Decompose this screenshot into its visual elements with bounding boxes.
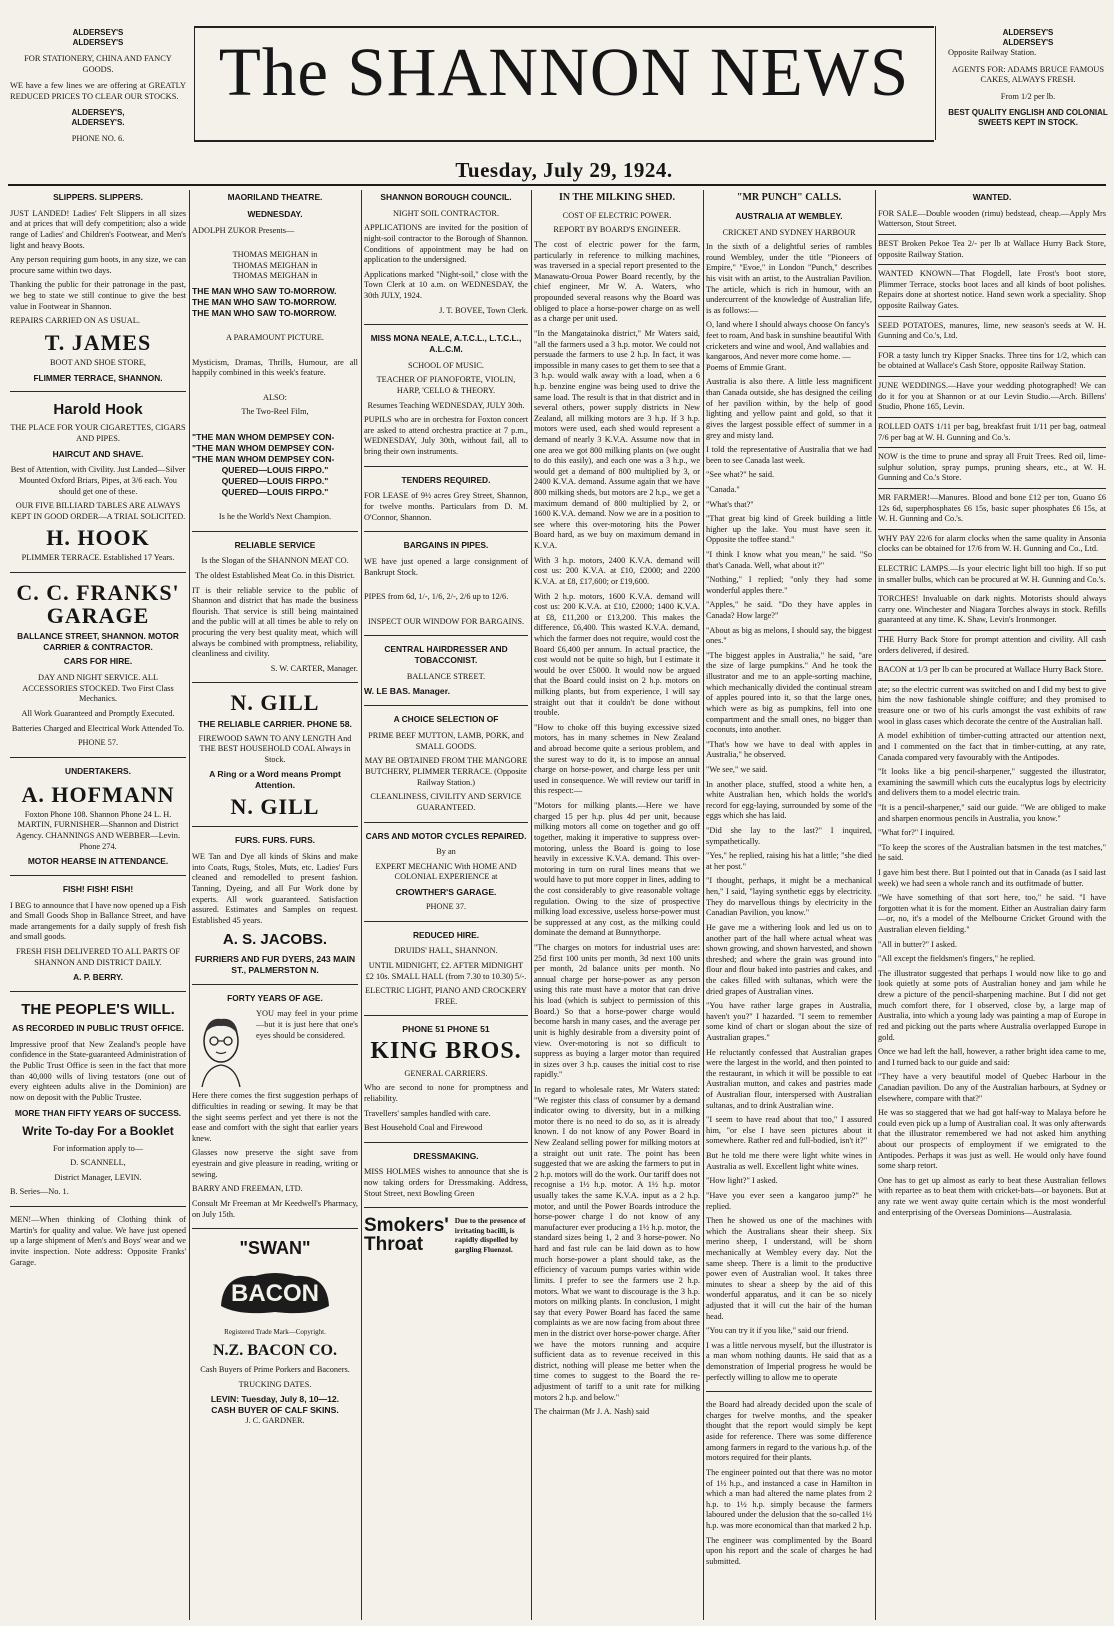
divider — [10, 875, 186, 876]
article-paragraph: "How to choke off this buying excessive sized motors, has in many schemes in New Zealand and abroad become quite a serious problem, and the surest way to do it, is to impose an annual charge on horse-power, and charge less per unit used in consequence. We will review our tariff in this respect:— — [534, 722, 700, 796]
advert-text: FIREWOOD SAWN TO ANY LENGTH And THE BEST HOUSEHOLD COAL Always in Stock. — [198, 733, 352, 764]
advert-heading: MOTOR HEARSE IN ATTENDANCE. — [27, 856, 169, 867]
advert-text: DRUIDS' HALL, SHANNON. — [394, 946, 498, 956]
advert-text: CLEANLINESS, CIVILITY AND SERVICE GUARANTEED. — [370, 792, 522, 812]
article-paragraph: In another place, stuffed, stood a white hen, a white Australian hen, which holds the world's record for egg-laying, surrounded by some of the eggs which she has laid. — [706, 779, 872, 821]
article-paragraph: Australia is also there. A little less magnificent than Canada outside, she has designed the ceiling of her pavilion within, by the help of good lighting and yellow paint and gold, so that it gives the largest possible effect of summer in a grey and misty land. — [706, 377, 872, 440]
column-rule — [189, 190, 190, 1620]
ear-phone: PHONE NO. 6. — [71, 134, 125, 143]
article-subhead: COST OF ELECTRIC POWER. — [562, 210, 672, 220]
article-paragraph: "All except the fieldsmen's fingers," he replied. — [878, 954, 1036, 964]
advert-text: S. W. CARTER, Manager. — [270, 663, 358, 673]
divider — [364, 1207, 528, 1208]
advert-heading: Throat — [364, 1234, 424, 1256]
article-paragraph: The chairman (Mr J. A. Nash) said — [534, 1407, 650, 1417]
article-paragraph: "What's that?" — [706, 499, 754, 509]
advert-text: OUR FIVE BILLIARD TABLES ARE ALWAYS KEPT IN GOOD ORDER—A TRIAL SOLICITED. — [10, 501, 186, 521]
article-paragraph: I was a little nervous myself, but the illustrator is a man whom nothing daunts. He said that as a demonstration of Imperial progress he would be perfectly willing to allow me to operate — [706, 1340, 872, 1382]
article-paragraph: "To keep the scores of the Australian batsmen in the test matches," he said. — [878, 842, 1106, 863]
article-paragraph: But he told me there were light white wines in Australia as well. Excellent light white wines. — [706, 1151, 872, 1171]
advert-text: QUERED—LOUIS FIRPO." — [221, 475, 329, 486]
advert-text: Foxton Phone 108. Shannon Phone 24 L. H. MARTIN, FURNISHER—Shannon and District Agency. CHANNINGS AND WEBBER—Levin. Phone 274. — [15, 809, 181, 851]
advert-text: Batteries Charged and Electrical Work Attended To. — [11, 723, 185, 733]
advert-heading: DRESSMAKING. — [413, 1150, 479, 1161]
advertiser-name: N.Z. BACON CO. — [212, 1341, 337, 1359]
article-paragraph: "The biggest apples in Australia," he said, "are the size of large pumpkins." And he took the illustrator and me to an apple-sorting machine, which mechanically divided the continual stream of apples poured into it, so that the large ones, which were as big as pumpkins, fell into one compartment and the small ones, no bigger than coconuts, into another. — [706, 650, 872, 735]
article-paragraph: With 3 h.p. motors, 2400 K.V.A. demand will cost us: 200 K.V.A. at £10, £2000; and 2200 K.V.A. at £8, £17,600; or £19,600. — [534, 555, 700, 586]
advert-text: CASH BUYER OF CALF SKINS. — [211, 1405, 339, 1416]
advert-text: "THE MAN WHOM DEMPSEY CON- — [192, 453, 335, 464]
column-5 — [706, 190, 872, 1620]
classified-ad: FOR a tasty lunch try Kipper Snacks. Three tins for 1/2, which can be obtained at Wallace's Cash Store, opposite Railway Station. — [878, 350, 1106, 371]
advert-text: Best of Attention, with Civility. Just Landed—Silver Mounted Oxford Briars, Pipes, at 3/6 each. You should get one of these. — [10, 465, 186, 496]
divider — [192, 682, 358, 683]
advert-text: Best Household Coal and Firewood — [364, 1123, 483, 1133]
advert-text: I BEG to announce that I have now opened up a Fish and Small Goods Shop in Ballance Street, and have made arrangements for a daily supply of fresh fish and small goods. — [10, 900, 186, 942]
newspaper-title: The SHANNON NEWS — [218, 34, 910, 110]
masthead-rule — [194, 140, 934, 142]
advert-text: THOMAS MEIGHAN in — [232, 271, 318, 281]
advert-text: SCHOOL OF MUSIC. — [408, 360, 484, 370]
advert-heading: MISS MONA NEALE, A.T.C.L., L.T.C.L., A.L.C.M. — [370, 333, 522, 354]
divider — [364, 531, 528, 532]
advert-text: Is the Slogan of the SHANNON MEAT CO. — [201, 556, 349, 566]
advert-heading: MAORILAND THEATRE. — [227, 192, 323, 202]
advert-text: Impressive proof that New Zealand's people have confidence in the State-guaranteed Administration of the Public Trust Office is seen in the fact that more than 40,000 wills of living testators (one out of every eighteen adults alive in the Dominion) are now on deposit with the Public Trustee. — [10, 1039, 186, 1102]
advertiser-name: Harold Hook — [53, 401, 143, 419]
article-paragraph: "The charges on motors for industrial uses are: 25d first 100 units per month, 3d next 100 units per month, 2d balance units per month. No annual charge per horse-power as any person using this rate must have a motor that can drive his load (which is subject to permission of this Board.) So that a horse-power charge would become harsh in many cases, and the average per unit is highly desirable from a diversity point of view. Over-motoring is not so difficult to suppress as buying a larger motor than required in sizes over 3 h.p. causes the initial cost to rise rapidly." — [534, 943, 700, 1080]
advert-text: BALLANCE STREET, SHANNON. MOTOR CARRIER & CONTRACTOR. — [17, 631, 179, 652]
article-paragraph: With 2 h.p. motors, 1600 K.V.A. demand will cost us: 200 K.V.A. at £10, £2000; 1400 K.V.A. at £8, £11,200 or £13,200. This makes the difference, £6,400. This wasted K.V.A. demand, which the farmer does not require, would cost the Board £6,400 per annum. In actual practice, the cost would not be quite so high, but I estimate it would be over £5000. It would now be argued that the Board could insist on 2 h.p. motors on milking plants, but from experience, I will say straight out that it couldn't be done without trouble. — [534, 591, 700, 718]
advert-text: REPAIRS CARRIED ON AS USUAL. — [10, 316, 140, 326]
advert-heading: A CHOICE SELECTION OF — [393, 714, 499, 725]
advert-text: WE Tan and Dye all kinds of Skins and make into Coats, Rugs, Stoles, Muts, etc. Ladies' Furs cleaned and remodelled to present fashion. Tanning, Dyeing, and all Fur Work done by experts. All work guaranteed. Satisfaction assured. Estimates and Samples on request. Established 45 years. — [192, 852, 358, 925]
left-ear-advert — [10, 28, 186, 151]
advert-heading: WEDNESDAY. — [247, 208, 303, 219]
advert-text: Resumes Teaching WEDNESDAY, JULY 30th. — [367, 400, 525, 410]
advert-heading: SHANNON BOROUGH COUNCIL. — [380, 192, 512, 202]
article-paragraph: I gave him best there. But I pointed out that in Canada (as I said last week) we had seen a whole ranch and its outfitmade of butter. — [878, 868, 1106, 888]
article-paragraph: He was so staggered that we had got half-way to Malaya before he could even pick up a lump of Australian coal. It was only afterwards that the illustrator remembered we had not asked him anything about our prospects of employment if we emigrated to the Antipodes. Perhaps it was just as well. He would only have found some sharp retort. — [878, 1108, 1106, 1171]
column-4 — [534, 190, 700, 1620]
article-paragraph: The cost of electric power for the farm, particularly in reference to milking machines, was traversed in a special report presented to the Manawatu-Oroua Power Board recently, by the chief engineer, Mr W. A. Waters, who propounded several reasons why the Board was obliged to place a horse-power charge on as well as a charge per unit used. — [534, 240, 700, 324]
advert-text: THOMAS MEIGHAN in — [232, 260, 318, 270]
column-rule — [361, 190, 362, 1620]
advert-text: BALLANCE STREET. — [406, 671, 486, 681]
advert-heading: MORE THAN FIFTY YEARS OF SUCCESS. — [14, 1107, 182, 1118]
advertiser-name: C. C. FRANKS' GARAGE — [16, 580, 180, 629]
advert-text: "THE MAN WHOM DEMPSEY CON- — [192, 431, 335, 442]
advert-text: A PARAMOUNT PICTURE. — [226, 332, 324, 342]
advert-text: Glasses now preserve the sight save from eyestrain and give pleasure in reading, writing or sewing. — [192, 1148, 358, 1179]
advert-text: THE PLACE FOR YOUR CIGARETTES, CIGARS AND PIPES. — [10, 423, 186, 443]
advert-text: THE MAN WHO SAW TO-MORROW. — [192, 307, 337, 318]
advert-text: BOOT AND SHOE STORE, — [49, 357, 147, 367]
advert-heading: AS RECORDED IN PUBLIC TRUST OFFICE. — [12, 1023, 184, 1034]
advert-text: PLIMMER TERRACE. Established 17 Years. — [21, 553, 175, 563]
article-paragraph: The engineer was complimented by the Board upon his report and the scale of charges he had submitted. — [706, 1535, 872, 1566]
classifieds-heading: WANTED. — [972, 192, 1012, 202]
article-paragraph: A model exhibition of timber-cutting attracted our attention next, and I commented on the fact that in timber-cutting, at any rate, Canada compared very favourably with the Antipodes. — [878, 731, 1106, 762]
advert-text: J. C. GARDNER. — [245, 1416, 305, 1426]
article-subhead: CRICKET AND SYDNEY HARBOUR — [722, 227, 856, 237]
woman-portrait-illustration — [192, 1011, 250, 1089]
divider — [192, 531, 358, 532]
advert-text: GENERAL CARRIERS. — [404, 1068, 488, 1078]
advertiser-name: Write To-day For a Booklet — [22, 1124, 174, 1139]
article-paragraph: He gave me a withering look and led us on to another part of the hall where actual wheat was shown growing, and shown harvested, and shown threshed; and where the grain was ground into flour and flour baked into pastries and cakes, and the cakes filled with sultanas, which were the dried grapes of Australian vines. — [706, 922, 872, 996]
advert-text: Who are second to none for promptness and reliability. — [364, 1083, 528, 1103]
advert-text: FURRIERS AND FUR DYERS, 243 MAIN ST., PALMERSTON N. — [194, 953, 356, 975]
advertiser-name: N. GILL — [230, 794, 320, 820]
divider — [192, 1228, 358, 1229]
advert-text: BARRY AND FREEMAN, LTD. — [192, 1184, 303, 1194]
advert-heading: Smokers' — [364, 1215, 449, 1237]
classified-ad: WHY PAY 22/6 for alarm clocks when the same quality in Ansonia clocks can be obtained for 17/6 from W. H. Gunning and Co., Ltd. — [878, 533, 1106, 554]
article-paragraph: "Canada." — [706, 484, 740, 494]
advert-text: TEACHER OF PIANOFORTE, VIOLIN, HARP, 'CELLO & THEORY. — [376, 375, 516, 395]
advert-text: PHONE 51 PHONE 51 — [402, 1024, 490, 1035]
article-paragraph: One has to get up almost as early to beat these Australian fellows with repartee as to beat them with cricket-bats—or bayonets. But at any rate we went away quite certain which is the most wonderful and enterprising of the Overseas Dominions—Australasia. — [878, 1175, 1106, 1217]
advert-heading: FORTY YEARS OF AGE. — [227, 992, 323, 1003]
article-paragraph: "You have rather large grapes in Australia, haven't you?" I hazarded. "I seem to remember some kind of chart or slogan about the size of Australian grapes." — [706, 1001, 872, 1042]
advert-text: Cash Buyers of Prime Porkers and Baconers. — [200, 1365, 350, 1375]
advert-heading: HAIRCUT AND SHAVE. — [52, 448, 144, 459]
column-3 — [364, 190, 528, 1620]
article-paragraph: "Did she lay to the last?" I inquired, sympathetically. — [706, 826, 872, 846]
divider — [192, 826, 358, 827]
advert-text: The oldest Established Meat Co. in this District. — [195, 570, 355, 580]
advert-text: LEVIN: Tuesday, July 8, 10—12. — [210, 1394, 340, 1405]
classified-ad: MR FARMER!—Manures. Blood and bone £12 per ton, Guano £6 12s 6d, superphosphates £6 15s, basic super phosphates £6 15s, at W. H. Gunning and Co.'s. — [878, 492, 1106, 524]
ear-text: BEST QUALITY ENGLISH AND COLONIAL SWEETS KEPT IN STOCK. — [948, 108, 1108, 127]
article-paragraph: "What for?" I inquired. — [878, 828, 955, 838]
classified-ad: NOW is the time to prune and spray all Fruit Trees. Red oil, lime-sulphur solution, spray pumps, pruning shears, etc., at W. H. Gunning and Co.'s Store. — [878, 452, 1106, 483]
advert-text: Any person requiring gum boots, in any size, we can procure same within two days. — [10, 255, 186, 275]
divider — [10, 391, 186, 392]
advert-text: MAY BE OBTAINED FROM THE MANGORE BUTCHERY, PLIMMER TERRACE. (Opposite Railway Station.) — [364, 756, 528, 787]
article-verse: O, land where I should always choose On fancy's feet to roam, And bask in sunshine beautiful With cricketers and wine and wool, And wallabies and kangaroos, And never more come home. —Poems of Emmie Grant. — [706, 320, 871, 372]
advert-text: MEN!—When thinking of Clothing think of Martin's for quality and value. We have just opened up a large shipment of Men's and Boys' wear and we invite inspection. Note address: Opposite Franks' Garage. — [10, 1215, 186, 1267]
advert-text: INSPECT OUR WINDOW FOR BARGAINS. — [367, 616, 525, 626]
ear-name: ALDERSEY'S — [1002, 28, 1054, 37]
advert-text: EXPERT MECHANIC With HOME AND COLONIAL EXPERIENCE at — [375, 861, 517, 882]
smokers-throat-heading — [364, 1216, 449, 1254]
article-paragraph: "I think I know what you mean," he said. "So that's Canada. Well, what about it?" — [706, 550, 872, 570]
article-headline: IN THE MILKING SHED. — [559, 192, 675, 203]
right-ear-advert — [948, 28, 1108, 134]
article-paragraph: In regard to wholesale rates, Mr Waters stated: "We register this class of consumer by a demand indicator owing to diversity, but in a milking motor there is no need to do so, as it is already known. I do not know of any Power Board in New Zealand selling power for milking motors at a straight out unit rate. The point has been suggested that we are asking the farmers to put in 2 h.p. motors will do the work. Our tariff does not recognise a 1½ h.p. motor. A 1½ h.p. motor usually takes the same K.V.A. input as a 2 h.p. motor, and until the Power Boards introduce the horse-power charge I do not know of any manufacturer ever producing a 1½ h.p. motor, the standard sizes being 1, 2 and 3 horse-power. No hard and fast rule can be laid down as to how much horse-power a plant should take, as the efficiency of vacuum pumps varies within wide limits. I prefer to see the farmers use 2 h.p. motors. What we want to discourage is the 3 h.p. motors on milking plants. In conclusion, I might say that every Power Board has faced the same complaints as we are now facing from about three men in the district over horse-power charge. After we have the motors running and acquire sufficient data as to revenue received in this district, nothing will please me better when the time comes to suggest to the Board the re-adjustment of tariff to a unit rate for milking motors 2 h.p. and below." — [534, 1084, 700, 1402]
swan-bacon-logo — [192, 1266, 358, 1322]
article-paragraph: "Apples," he said. "Do they have apples in Canada? How large?" — [706, 600, 872, 621]
article-paragraph: "They have a very beautiful model of Quebec Harbour in the Canadian pavilion. Do any of the Australian harbours, at Sydney or elsewhere, compare with that?" — [878, 1072, 1106, 1103]
classified-ad: WANTED KNOWN—That Flogdell, late Frost's boot store, Plimmer Terrace, stocks boot laces and all kinds of boot polishes. Repairs done at shortest notice. Hand sewn work a speciality. Shop opposite Railway Gates. — [878, 269, 1106, 311]
advert-heading: CARS FOR HIRE. — [63, 656, 133, 667]
ear-name: ALDERSEY'S — [1002, 38, 1054, 47]
article-paragraph: "All in butter?" I asked. — [878, 939, 957, 949]
article-paragraph: The engineer pointed out that there was no motor of 1½ h.p., and instanced a case in Hamilton in which a man had altered the name plates from 2 h.p. to 1½ h.p. simply because the farmers laboured under the delusion that the so-called 1½ h.p. was more economical than that marked 2 h.p. — [706, 1467, 872, 1530]
advert-text: Thanking the public for their patronage in the past, we beg to state we still continue to give the best value in Footwear in Shannon. — [10, 280, 186, 311]
article-subhead: REPORT BY BOARD'S ENGINEER. — [553, 225, 681, 235]
advert-text: MISS HOLMES wishes to announce that she is now taking orders for Dressmaking. Address, Stout Street, next Bowling Green — [364, 1167, 528, 1198]
advert-text: THE MAN WHO SAW TO-MORROW. — [192, 296, 337, 307]
advert-text: Travellers' samples handled with care. — [364, 1108, 491, 1118]
classified-ad: TORCHES! Invaluable on dark nights. Motorists should always carry one. Winchester and Niagara Torches always in stock. Refills guaranteed at any time. K. Shaw, Levin's Ironmonger. — [878, 594, 1106, 625]
divider — [10, 1206, 186, 1207]
advert-text: The Two-Reel Film, — [241, 407, 309, 417]
advert-text: THE MAN WHO SAW TO-MORROW. — [192, 285, 337, 296]
article-paragraph: Then he showed us one of the machines with which the Australians shear their sheep. Six merino sheep, I understand, will be shorn mechanically at Wembley every day. Not the same sheep. There is a limit to the productive power even of Australian wool. It takes three minutes to shear a sheep by the aid of this wonderful apparatus, and it can be so nicely adjusted that it will cut the hair of the human head. — [706, 1216, 872, 1321]
masthead-bottom-rule — [8, 184, 1106, 186]
column-rule — [703, 190, 704, 1620]
article-paragraph: the Board had already decided upon the scale of charges for twelve months, and the speaker thought that the report would simply be kept aside for reference. There was some difference among farmers in regard to the various h.p. of the motors required for their plants. — [706, 1400, 872, 1463]
advert-text: THOMAS MEIGHAN in — [232, 250, 318, 260]
article-paragraph: "Motors for milking plants.—Here we have charged 15 per h.p. plus 4d per unit, because milking motors all come on together and go off together, making it imperative to suppress over-motoring, unless the Board is going to lose heavily in excessive K.V.A. demand. This over-motoring in turn on rural lines means that we would have to put more copper in lines, adding to the cost considerably to give reasonable voltage regulation. Owing to the size of prospective milking load excessive, useless horse-power must be suppressed at any cost, as the milking could dominate the demand at Bunnythorpe. — [534, 801, 700, 938]
advert-text: PUPILS who are in orchestra for Foxton concert are asked to attend orchestra practice at 7 p.m., WEDNESDAY, July 30th, without fail, all to bring their own instruments. — [364, 415, 528, 456]
divider — [364, 466, 528, 467]
advert-text: FOR LEASE of 9½ acres Grey Street, Shannon, for twelve months. Particulars from D. M. O'Connor, Shannon. — [364, 491, 528, 522]
ear-text: WE have a few lines we are offering at GREATLY REDUCED PRICES TO CLEAR OUR STOCKS. — [10, 81, 186, 101]
divider — [364, 1015, 528, 1016]
ear-name: ALDERSEY'S — [72, 28, 124, 37]
divider — [364, 635, 528, 636]
classified-ad: JUNE WEDDINGS.—Have your wedding photographed! We can do it for you at Shannon or at our Levin Studio.—Arch. Billens' Studio, Phone 165, Levin. — [878, 381, 1106, 412]
advert-text: Due to the presence of irritating bacilli, is rapidly dispelled by gargling Fluenzol. — [454, 1216, 526, 1255]
advert-text: D. SCANNELL, — [70, 1158, 126, 1168]
advert-heading: CENTRAL HAIRDRESSER AND TOBACCONIST. — [384, 644, 508, 666]
advertiser-name: H. HOOK — [46, 525, 150, 551]
article-paragraph: "Yes," he replied, raising his hat a little; "she died at her post." — [706, 851, 872, 871]
article-paragraph: The illustrator suggested that perhaps I would now like to go and look quietly at some pots of Australian honey and jam while he drew a picture of the pencil-sharpening machine. But I did not get much comfort there, for I observed, close by, a large map of Australia, into which a young lady was painting a map of Europe in red and picking out the parts where Australia overlapped Europe in gold. — [878, 968, 1106, 1042]
advert-text: Is he the World's Next Champion. — [218, 511, 332, 521]
advert-text: FRESH FISH DELIVERED TO ALL PARTS OF SHANNON AND DISTRICT DAILY. — [15, 947, 181, 967]
article-paragraph: "We have something of that sort here, too," he said. "I have forgotten what it is for the moment. Either an Australian dairy farm—or, no, it's a model of the Melbourne Cricket Ground with the Australian eleven fielding." — [878, 893, 1106, 935]
article-subhead: AUSTRALIA AT WEMBLEY. — [735, 210, 843, 221]
advert-text: ADOLPH ZUKOR Presents— — [192, 225, 295, 235]
portrait-drawing — [192, 1011, 250, 1089]
article-paragraph: "I thought, perhaps, it might be a mechanical hen," I said, "laying synthetic eggs by electricity. They do marvellous things by electricity in the Canadian Pavilion, you know." — [706, 876, 872, 918]
article-paragraph: I told the representative of Australia that we had been to see Canada last week. — [706, 445, 872, 465]
classified-ad: BEST Broken Pekoe Tea 2/- per lb at Wallace Hurry Back Store, opposite Railway Station. — [878, 238, 1106, 259]
advert-heading: BARGAINS IN PIPES. — [403, 540, 489, 551]
advert-heading: CARS AND MOTOR CYCLES REPAIRED. — [365, 830, 527, 841]
advert-text: IT is their reliable service to the public of Shannon and district that has made the business flourish. That service is still being maintained and the public will at all times be able to rely on procuring the very best quality meat, which will always be combined with promptness, reliability, cleanliness and civility. — [192, 585, 358, 659]
advert-text: A. P. BERRY. — [73, 972, 123, 983]
divider — [364, 705, 528, 706]
article-paragraph: "I seem to have read about that too," I assured him, "or else I have seen pictures about it somewhere. Rather red and full-bodied, isn't it?" — [706, 1115, 872, 1146]
advertiser-name: A. HOFMANN — [21, 781, 175, 807]
classified-ad: FOR SALE—Double wooden (rimu) bedstead, cheap.—Apply Mrs Watterson, Stout Street. — [878, 208, 1106, 229]
issue-date: Tuesday, July 29, 1924. — [455, 158, 673, 182]
article-paragraph: "About as big as melons, I should say, the biggest ones." — [706, 625, 872, 646]
advert-text: Registered Trade Mark—Copyright. — [224, 1327, 326, 1336]
article-paragraph: "In the Mangatainoka district," Mr Waters said, "all the farmers used a 3 h.p. motor. We could not persuade the farmers to use 2 h.p. In fact, it was impossible in many cases to get them to see that a 3 h.p. would walk away with a load, when a 6 h.p. benzine engine was being used to drive the same load. The result is that in that district and in several others, power supply districts in New Zealand, all milking motors are 3 h.p. If 3 h.p. motors were used, each shed would represent a demand of nearly 3 K.V.A. Assume now that in one area we got 800 milking plants on (we ought to do this easily), and each one was a 3 h.p., we would get a demand of 800 multiplied by 3, or 2400 K.V.A. demand. Assume again that we have 800 milking sheds, but motors are 2 h.p., we get a maximum demand of 800 multiplied by 2, or 1600 K.V.A. demand. Now we are in a position to see where this over-motoring hits the Power Board hard, as we buy on maximum demand in K.V.A. — [534, 328, 700, 551]
article-paragraph: "That's how we have to deal with apples in Australia," he observed. — [706, 739, 872, 760]
article-paragraph: ate; so the electric current was switched on and I did my best to give him the now fashionable shingle coiffure; and they promised to treasure one or two of his curls amongst the vast exhibits of raw wool in glass cases which decorate the centre of the Australian hall. — [878, 684, 1106, 726]
bacon-logo-graphic — [215, 1266, 335, 1318]
article-paragraph: "Nothing," I replied; "only they had some wonderful apples there." — [706, 575, 872, 595]
article-paragraph: He reluctantly confessed that Australian grapes were the largest in the world, and then pointed to the restaurant, in which it will be possible to eat Australian mutton, and cakes and pastries made of Australian flour, interspersed with Australian sultanas, and to drink Australian wine. — [706, 1047, 872, 1110]
advertiser-name: N. GILL — [230, 690, 320, 716]
article-paragraph: "How light?" I asked. — [706, 1176, 778, 1186]
divider — [192, 984, 358, 985]
article-paragraph: In the sixth of a delightful series of rambles round Wembley, under the title "Pioneers of Empire," "Evoe," in London "Punch," describes his visit with an artist, to the Australian Pavilion. The article, which is rich in humour, with an undercurrent of the knowledge of Australian life, is as follows:— — [706, 242, 872, 315]
advert-text: QUERED—LOUIS FIRPO." — [221, 486, 329, 497]
classified-ad: ROLLED OATS 1/11 per bag, breakfast fruit 1/11 per bag, oatmeal 7/6 per bag at W. H. Gunning and Co.'s. — [878, 421, 1106, 442]
article-paragraph: "Have you ever seen a kangaroo jump?" he replied. — [706, 1190, 872, 1211]
advert-text: UNTIL MIDNIGHT, £2. AFTER MIDNIGHT £2 10s. SMALL HALL (from 7.30 to 10.30) 5/-. — [365, 961, 527, 981]
advert-text: WE have just opened a large consignment of Bankrupt Stock. — [364, 556, 528, 577]
divider — [364, 324, 528, 325]
advert-text: PHONE 57. — [77, 738, 119, 748]
advert-heading: SLIPPERS. SLIPPERS. — [53, 192, 143, 202]
advert-text: District Manager, LEVIN. — [54, 1172, 142, 1182]
divider — [364, 1142, 528, 1143]
classified-ad: ELECTRIC LAMPS.—Is your electric light bill too high. If so put in smaller bulbs, which can be procured at W. H. Gunning and Co.'s. — [878, 563, 1106, 584]
advert-text: FLIMMER TERRACE, SHANNON. — [33, 372, 163, 383]
advert-text: B. Series—No. 1. — [10, 1187, 69, 1197]
advert-text: Here there comes the first suggestion perhaps of difficulties in reading or sewing. It may be that the sight seems perfect and yet there is not the ease and comfort with the sight that earlier years knew. — [192, 1091, 358, 1143]
divider — [364, 921, 528, 922]
advert-text: JUST LANDED! Ladies' Felt Slippers in all sizes and at prices that will defy competition; also a wide range of Ladies' and Children's Footwear, and Men's light and heavy Boots. — [10, 208, 186, 250]
advert-text: YOU may feel in your prime—but it is just here that one's eyes should be considered. — [256, 1009, 358, 1040]
advert-text: ELECTRIC LIGHT, PIANO AND CROCKERY FREE. — [365, 986, 527, 1006]
advert-text: NIGHT SOIL CONTRACTOR. — [392, 208, 500, 218]
divider — [364, 822, 528, 823]
article-paragraph: "We see," we said. — [706, 764, 768, 774]
ear-name: ALDERSEY'S, — [71, 108, 125, 117]
ear-name: ALDERSEY'S — [72, 38, 124, 47]
advert-heading: TENDERS REQUIRED. — [401, 474, 491, 485]
classified-ad: BACON at 1/3 per lb can be procured at Wallace Hurry Back Store. — [878, 665, 1104, 675]
ear-text: Opposite Railway Station. — [948, 48, 1037, 57]
advertiser-name: T. JAMES — [44, 329, 152, 355]
advert-text: Mysticism, Dramas, Thrills, Humour, are all happily combined in this week's feature. — [192, 357, 358, 378]
divider — [10, 757, 186, 758]
advert-text: Consult Mr Freeman at Mr Keedwell's Pharmacy, on July 15th. — [192, 1198, 358, 1219]
divider — [10, 991, 186, 992]
column-6 — [878, 190, 1106, 1620]
ear-text: From 1/2 per lb. — [1000, 91, 1056, 101]
advert-text: TRUCKING DATES. — [238, 1379, 312, 1389]
ear-text: AGENTS FOR: ADAMS BRUCE FAMOUS CAKES, ALWAYS FRESH. — [951, 64, 1105, 84]
article-headline: "MR PUNCH" CALLS. — [736, 192, 842, 203]
advert-text: W. LE BAS. Manager. — [364, 686, 450, 697]
advert-text: For information apply to— — [52, 1143, 144, 1153]
advert-text: PIPES from 6d, 1/-, 1/6, 2/-, 2/6 up to 12/6. — [364, 592, 509, 602]
advert-text: J. T. BOVEE, Town Clerk. — [439, 305, 528, 315]
article-paragraph: Once we had left the hall, however, a rather bright idea came to me, and I turned back to our guide and said: — [878, 1047, 1106, 1067]
advert-heading: FISH! FISH! FISH! — [62, 883, 134, 894]
advert-text: A Ring or a Word means Prompt Attention. — [209, 769, 341, 791]
advert-heading: RELIABLE SERVICE — [234, 539, 316, 550]
article-paragraph: "It looks like a big pencil-sharpener," suggested the illustrator, examining the sawmill which cuts the eucalyptus logs by electricity and delivers them to a model electric train. — [878, 767, 1106, 798]
advertiser-name: "SWAN" — [239, 1238, 311, 1259]
column-rule — [531, 190, 532, 1620]
advert-text: PRIME BEEF MUTTON, LAMB, PORK, and SMALL GOODS. — [368, 731, 524, 751]
advert-text: QUERED—LOUIS FIRPO." — [221, 464, 329, 475]
article-paragraph: "It is a pencil-sharpener," said our guide. "We are obliged to make and sharpen enormous pencils in Australia, you know." — [878, 802, 1106, 823]
advert-heading: REDUCED HIRE. — [412, 929, 480, 940]
advertiser-name: KING BROS. — [370, 1038, 522, 1065]
article-paragraph: "You can try it if you like," said our friend. — [706, 1326, 849, 1336]
advert-text: APPLICATIONS are invited for the position of night-soil contractor to the Borough of Shannon. Conditions of appointment may be had on application to the undersigned. — [364, 223, 528, 265]
ear-name: ALDERSEY'S. — [71, 118, 125, 127]
bacon-logo-text: BACON — [231, 1280, 319, 1308]
advert-text: All Work Guaranteed and Promptly Executed. — [21, 709, 175, 719]
advert-heading: UNDERTAKERS. — [65, 765, 131, 776]
article-paragraph: "See what?" he said. — [706, 470, 775, 480]
column-2 — [192, 190, 358, 1620]
advertiser-name: A. S. JACOBS. — [222, 931, 328, 949]
column-1 — [10, 190, 186, 1620]
ear-text: FOR STATIONERY, CHINA AND FANCY GOODS. — [24, 54, 172, 74]
advert-text: ALSO: — [263, 392, 287, 402]
divider — [706, 1391, 872, 1392]
column-rule — [875, 190, 876, 1620]
article-paragraph: "That great big kind of Greek building a little higher up the lake. You must have seen it. Opposite the toffee stand." — [706, 514, 872, 545]
fluenzol-advert — [364, 1216, 528, 1254]
advert-text: THE RELIABLE CARRIER. PHONE 58. — [198, 718, 352, 729]
advertiser-name: THE PEOPLE'S WILL. — [21, 1000, 175, 1018]
advert-text: "THE MAN WHOM DEMPSEY CON- — [192, 442, 335, 453]
advert-heading: FURS. FURS. FURS. — [234, 835, 316, 846]
advert-text: By an — [436, 847, 456, 857]
advert-text: CROWTHER'S GARAGE. — [395, 887, 497, 898]
classified-ad: SEED POTATOES, manures, lime, new season's seeds at W. H. Gunning and Co.'s, Ltd. — [878, 320, 1106, 341]
classified-ad: THE Hurry Back Store for prompt attention and civility. All cash orders delivered, if desired. — [878, 635, 1106, 655]
divider — [10, 572, 186, 573]
advert-text: PHONE 37. — [425, 902, 467, 912]
advert-text: Applications marked "Night-soil," close with the Town Clerk at 10 a.m. on WEDNESDAY, the 30th JULY, 1924. — [364, 269, 528, 301]
advert-text: DAY AND NIGHT SERVICE. ALL ACCESSORIES STOCKED. Two First Class Mechanics. — [22, 673, 174, 704]
